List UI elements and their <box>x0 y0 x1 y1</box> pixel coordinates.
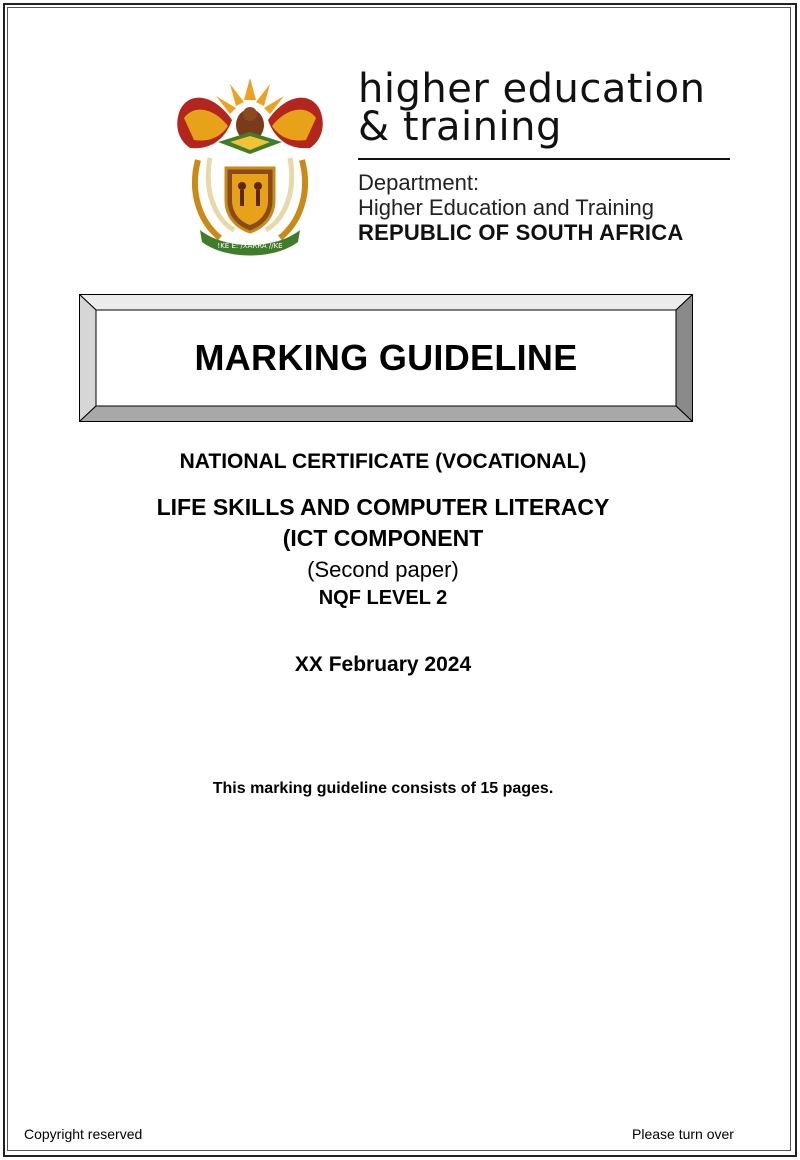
country-name: REPUBLIC OF SOUTH AFRICA <box>358 220 684 245</box>
coat-of-arms-logo <box>170 70 330 260</box>
department-name: Higher Education and Training <box>358 195 654 220</box>
department-logo-text <box>358 66 738 245</box>
subject-line-1: LIFE SKILLS AND COMPUTER LITERACY <box>156 494 610 520</box>
department-label: Department: <box>358 170 480 195</box>
department-header <box>170 66 740 260</box>
nqf-level: NQF LEVEL 2 <box>318 587 448 609</box>
exam-date: XX February 2024 <box>294 653 472 676</box>
footer-turn-over: Please turn over <box>632 1126 734 1142</box>
brand-divider <box>358 158 730 160</box>
paper-number: (Second paper) <box>307 557 459 582</box>
document-title: MARKING GUIDELINE <box>194 337 578 378</box>
coat-of-arms-motto: !KE E: /XARRA //KE <box>217 242 283 250</box>
footer-copyright: Copyright reserved <box>24 1126 143 1142</box>
subject-line-2: (ICT COMPONENT <box>282 525 484 551</box>
brand-line-1: higher education <box>358 66 706 112</box>
certificate-name: NATIONAL CERTIFICATE (VOCATIONAL) <box>179 450 587 473</box>
brand-line-2: & training <box>358 104 562 150</box>
title-box <box>79 294 693 422</box>
page-count-note: This marking guideline consists of 15 pages. <box>212 780 554 797</box>
